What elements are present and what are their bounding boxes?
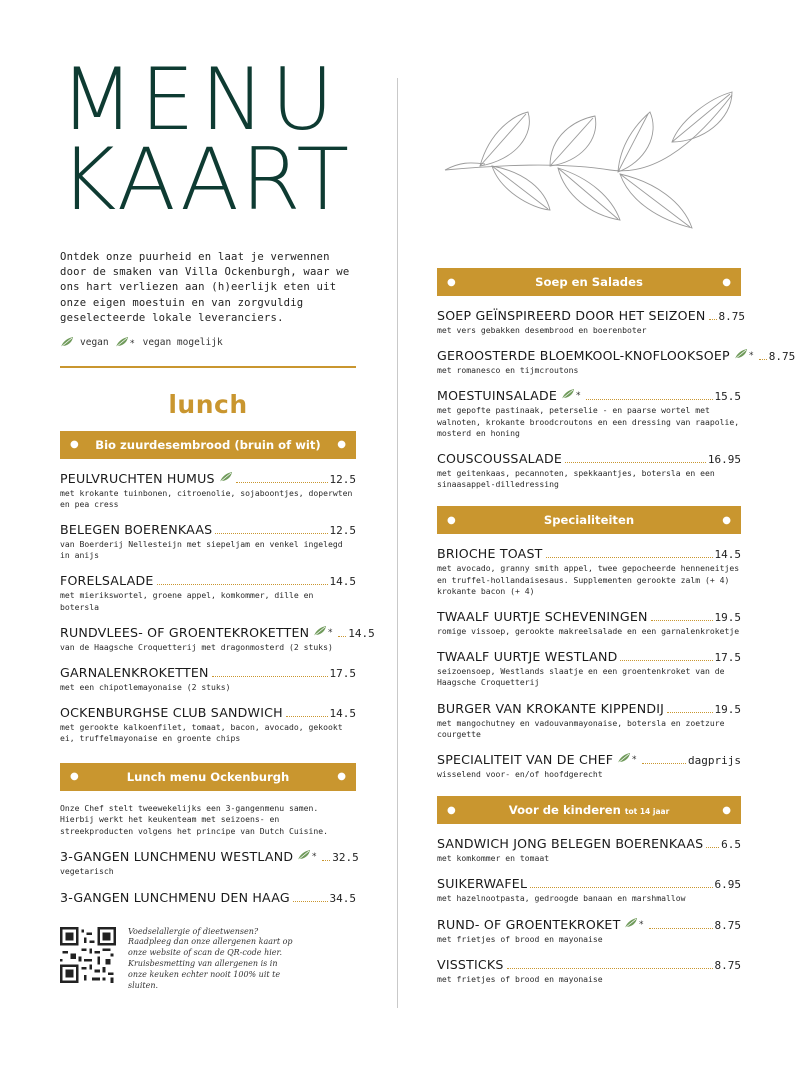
item-description: met geitenkaas, pecannoten, spekkaantjes, botersla en een sinaasappel-dilledressing	[437, 468, 715, 490]
page-title	[60, 50, 356, 230]
vegan-possible-icon	[734, 348, 756, 360]
item-price: 34.5	[329, 891, 356, 905]
vegan-possible-icon	[617, 752, 639, 764]
item-price: 19.5	[714, 611, 741, 625]
item-name: TWAALF UURTJE WESTLAND	[437, 649, 618, 665]
leaf-star-icon	[115, 336, 137, 348]
lunch-heading: lunch	[168, 389, 248, 419]
intro-text: Ontdek onze puurheid en laat je verwennen door de smaken van Villa Ockenburgh, waar we ons hart verliezen aan (h)eerlijk eten uit onze eigen moestuin en van zorgvuldig geselecteerde lokale leveranciers.	[60, 251, 350, 324]
menu-item-row	[437, 649, 741, 664]
menu-item-row	[60, 890, 356, 905]
menu-item	[437, 752, 741, 780]
section-bar-bread	[60, 431, 356, 459]
item-name: SOEP GEÏNSPIREERD DOOR HET SEIZOEN	[437, 308, 706, 323]
menu-item-row	[60, 849, 359, 865]
menu-item	[437, 308, 746, 336]
vegan-possible-icon	[561, 388, 583, 400]
dot-leader	[507, 968, 713, 969]
dot-leader	[236, 482, 328, 483]
special-items	[437, 546, 741, 780]
dot-leader	[212, 676, 328, 677]
menu-item	[437, 836, 741, 864]
menu-item	[60, 890, 356, 905]
menu-item	[437, 388, 741, 439]
menu-item	[60, 624, 375, 653]
item-description: met gerookte kalkoenfilet, tomaat, bacon, avocado, gekookt ei, truffelmayonaise en groente chips	[60, 722, 343, 744]
item-price: 12.5	[329, 523, 356, 537]
menu-item	[437, 876, 741, 904]
menu-item	[60, 849, 359, 877]
menu-item-row	[437, 957, 741, 972]
item-price: 17.5	[329, 666, 356, 680]
right-column	[437, 60, 796, 985]
menu-item-row	[60, 522, 356, 537]
menu-item-row	[437, 836, 741, 851]
item-description: wisselend voor- en/of hoofdgerecht	[437, 769, 603, 780]
item-name: COUSCOUSSALADE	[437, 451, 563, 467]
legend	[60, 336, 356, 348]
dot-leader	[157, 584, 328, 585]
menu-item	[60, 573, 356, 612]
item-name: SPECIALITEIT VAN DE CHEF	[437, 752, 614, 768]
kids-subtitle: tot 14 jaar	[624, 807, 670, 817]
item-price: 14.5	[348, 626, 375, 640]
menu-item-row	[437, 546, 741, 561]
bullet-icon: ●	[722, 276, 731, 288]
menu-item-row	[437, 451, 741, 466]
item-description: met gepofte pastinaak, peterselie - en paarse wortel met walnoten, krokante broodcroutons en een dressing van raapolie, mosterd en honing	[437, 405, 740, 438]
item-name: OCKENBURGHSE CLUB SANDWICH	[60, 705, 283, 721]
menu-item	[437, 609, 741, 637]
item-price: 19.5	[714, 702, 741, 716]
section-bar-specials	[437, 506, 741, 534]
menu-item	[437, 957, 741, 985]
dot-leader	[565, 462, 706, 463]
dot-leader	[530, 887, 712, 888]
svg-text:*: *	[639, 919, 644, 929]
menu-item	[437, 701, 741, 740]
menu-item-row	[437, 917, 741, 932]
item-price: 14.5	[329, 707, 356, 721]
menu-item-row	[60, 624, 375, 640]
menu-item-row	[437, 876, 741, 891]
dot-leader	[706, 847, 719, 848]
bullet-icon: ●	[447, 514, 456, 526]
menu-item	[437, 649, 741, 688]
kids-items	[437, 836, 741, 985]
item-description: met frietjes of brood en mayonaise	[437, 973, 603, 984]
dot-leader	[759, 359, 767, 360]
item-description: met komkommer en tomaat	[437, 853, 550, 864]
menu-item-row	[437, 701, 741, 716]
item-description: met krokante tuinbonen, citroenolie, sojaboontjes, doperwten en pea cress	[60, 487, 353, 509]
item-price: 14.5	[329, 575, 356, 589]
vegan-possible-icon	[297, 849, 319, 861]
lunchmenu-intro: Onze Chef stelt tweewekelijks een 3-gangenmenu samen. Hierbij werkt het keukenteam met seizoens- en streekproducten volgens het principe van Dutch Cuisine.	[60, 802, 329, 836]
dot-leader	[215, 533, 327, 534]
menu-item	[60, 705, 356, 744]
item-name: BRIOCHE TOAST	[437, 546, 543, 562]
menu-item-row	[60, 665, 356, 680]
item-description: vegetarisch	[60, 866, 114, 877]
item-description: van de Haagsche Croquetterij met dragonmosterd (2 stuks)	[60, 641, 333, 652]
horizontal-rule	[60, 366, 356, 368]
bullet-icon: ●	[337, 771, 346, 783]
item-name: FORELSALADE	[60, 573, 154, 589]
bullet-icon: ●	[70, 771, 79, 783]
menu-item-row	[437, 308, 746, 323]
section-bar-kids	[437, 796, 741, 824]
svg-text:*: *	[576, 391, 581, 401]
menu-item-row	[437, 752, 741, 767]
menu-item-row	[437, 388, 741, 403]
bullet-icon: ●	[722, 804, 731, 816]
item-description: met hazelnootpasta, gedroogde banaan en marshmallow	[437, 893, 686, 904]
dot-leader	[709, 319, 717, 320]
item-description: van Boerderij Nellesteijn met siepeljam en venkel ingelegd in anijs	[60, 538, 343, 561]
svg-text:*: *	[312, 852, 317, 862]
menu-item-row	[60, 471, 356, 486]
bullet-icon: ●	[722, 514, 731, 526]
item-price: dagprijs	[688, 754, 741, 768]
title-line-2: KAART	[60, 130, 351, 230]
item-name: VISSTICKS	[437, 956, 504, 972]
item-name: SUIKERWAFEL	[437, 876, 528, 892]
svg-text:*: *	[328, 627, 333, 637]
item-description: seizoensoep, Westlands slaatje en een groentenkroket van de Haagsche Croquetterij	[437, 666, 725, 688]
menu-item-row	[437, 609, 741, 624]
menu-item	[437, 546, 741, 597]
item-description: met avocado, granny smith appel, twee gepocheerde henneneitjes en truffel-hollandaisesaus. Supplementen gerookte zalm (+ 4) krokante bacon (+ 4)	[437, 563, 740, 596]
dot-leader	[322, 860, 330, 861]
item-price: 16.95	[707, 453, 741, 467]
item-name: MOESTUINSALADE	[437, 388, 557, 404]
item-name: BELEGEN BOERENKAAS	[60, 521, 213, 537]
bullet-icon: ●	[447, 276, 456, 288]
item-description: met romanesco en tijmcroutons	[437, 365, 579, 376]
column-divider	[397, 78, 398, 1008]
menu-item	[437, 451, 741, 490]
item-name: 3-GANGEN LUNCHMENU WESTLAND	[60, 849, 294, 865]
item-name: GARNALENKROKETTEN	[60, 664, 209, 680]
menu-item	[437, 348, 796, 376]
item-description: met een chipotlemayonaise (2 stuks)	[60, 681, 231, 692]
item-name: PEULVRUCHTEN HUMUS	[60, 470, 215, 486]
legend-vegan: vegan	[80, 336, 109, 348]
menu-item-row	[60, 573, 356, 588]
dot-leader	[649, 928, 712, 929]
bullet-icon: ●	[70, 439, 79, 451]
item-price: 17.5	[714, 651, 741, 665]
section-title: Bio zuurdesembrood (bruin of wit)	[95, 437, 321, 452]
svg-text:*: *	[632, 755, 637, 765]
dot-leader	[338, 636, 346, 637]
item-price: 8.75	[714, 958, 741, 972]
item-description: met mierikswortel, groene appel, komkommer, dille en botersla	[60, 590, 314, 612]
dot-leader	[642, 763, 686, 764]
item-description: romige vissoep, gerookte makreelsalade en een garnalenkroketje	[437, 626, 740, 637]
item-price: 6.95	[714, 878, 741, 892]
menu-item	[437, 917, 741, 945]
item-description: met mangochutney en vadouvanmayonaise, botersla en zoetzure courgette	[437, 717, 725, 739]
dot-leader	[293, 901, 328, 902]
dot-leader	[651, 620, 713, 621]
item-name: SANDWICH JONG BELEGEN BOERENKAAS	[437, 836, 704, 852]
item-name: BURGER VAN KROKANTE KIPPENDIJ	[437, 700, 665, 716]
lunchmenu-items	[60, 849, 359, 905]
item-name: TWAALF UURTJE SCHEVENINGEN	[437, 609, 648, 625]
item-price: 15.5	[714, 390, 741, 404]
item-price: 6.5	[721, 838, 741, 852]
menu-item	[60, 522, 356, 561]
legend-vegan-possible: vegan mogelijk	[142, 336, 223, 348]
item-price: 12.5	[329, 472, 356, 486]
title-line-1: MENU	[60, 50, 340, 150]
allergy-box	[60, 927, 356, 992]
left-column	[60, 50, 375, 991]
item-price: 14.5	[714, 548, 741, 562]
soup-items	[437, 308, 796, 490]
leaf-icon	[60, 336, 74, 348]
item-description: met frietjes of brood en mayonaise	[437, 933, 603, 944]
menu-item-row	[60, 705, 356, 720]
item-price: 32.5	[332, 851, 359, 865]
menu-item	[60, 471, 356, 510]
svg-text:*: *	[129, 339, 135, 349]
allergy-note: Voedselallergie of dieetwensen? Raadpleeg dan onze allergenen kaart op onze website of scan de QR-code hier. Kruisbesmetting van allergenen is in onze keuken echter nooit 100% uit te sluiten.	[128, 926, 293, 990]
menu-item	[60, 665, 356, 693]
item-name: 3-GANGEN LUNCHMENU DEN HAAG	[60, 889, 290, 905]
section-bar-soups	[437, 268, 741, 296]
dot-leader	[620, 660, 712, 661]
dot-leader	[586, 399, 713, 400]
section-title: Soep en Salades	[535, 275, 643, 289]
section-title	[509, 803, 670, 817]
item-name: RUND- OF GROENTEKROKET	[437, 916, 621, 932]
section-title: Lunch menu Ockenburgh	[126, 769, 290, 784]
section-bar-lunchmenu	[60, 763, 356, 791]
item-price: 8.75	[714, 918, 741, 932]
vegan-possible-icon	[624, 917, 646, 929]
qr-code-icon[interactable]	[60, 927, 116, 983]
lunch-items	[60, 470, 375, 745]
dot-leader	[667, 712, 712, 713]
vegan-leaf-icon	[219, 471, 233, 483]
item-name: RUNDVLEES- OF GROENTEKROKETTEN	[60, 624, 310, 640]
dot-leader	[286, 716, 328, 717]
svg-text:*: *	[748, 351, 754, 361]
vegan-possible-icon	[313, 625, 335, 637]
item-name: GEROOSTERDE BLOEMKOOL-KNOFLOOKSOEP	[437, 348, 730, 364]
bullet-icon: ●	[337, 439, 346, 451]
item-price: 8.75	[768, 350, 796, 364]
menu-item-row	[437, 348, 796, 364]
kids-title: Voor de kinderen	[508, 803, 621, 818]
item-price: 8.75	[718, 310, 746, 323]
section-title: Specialiteiten	[543, 513, 635, 528]
dot-leader	[546, 557, 713, 558]
bullet-icon: ●	[447, 804, 456, 816]
item-description: met vers gebakken desembrood en boerenboter	[437, 325, 647, 335]
